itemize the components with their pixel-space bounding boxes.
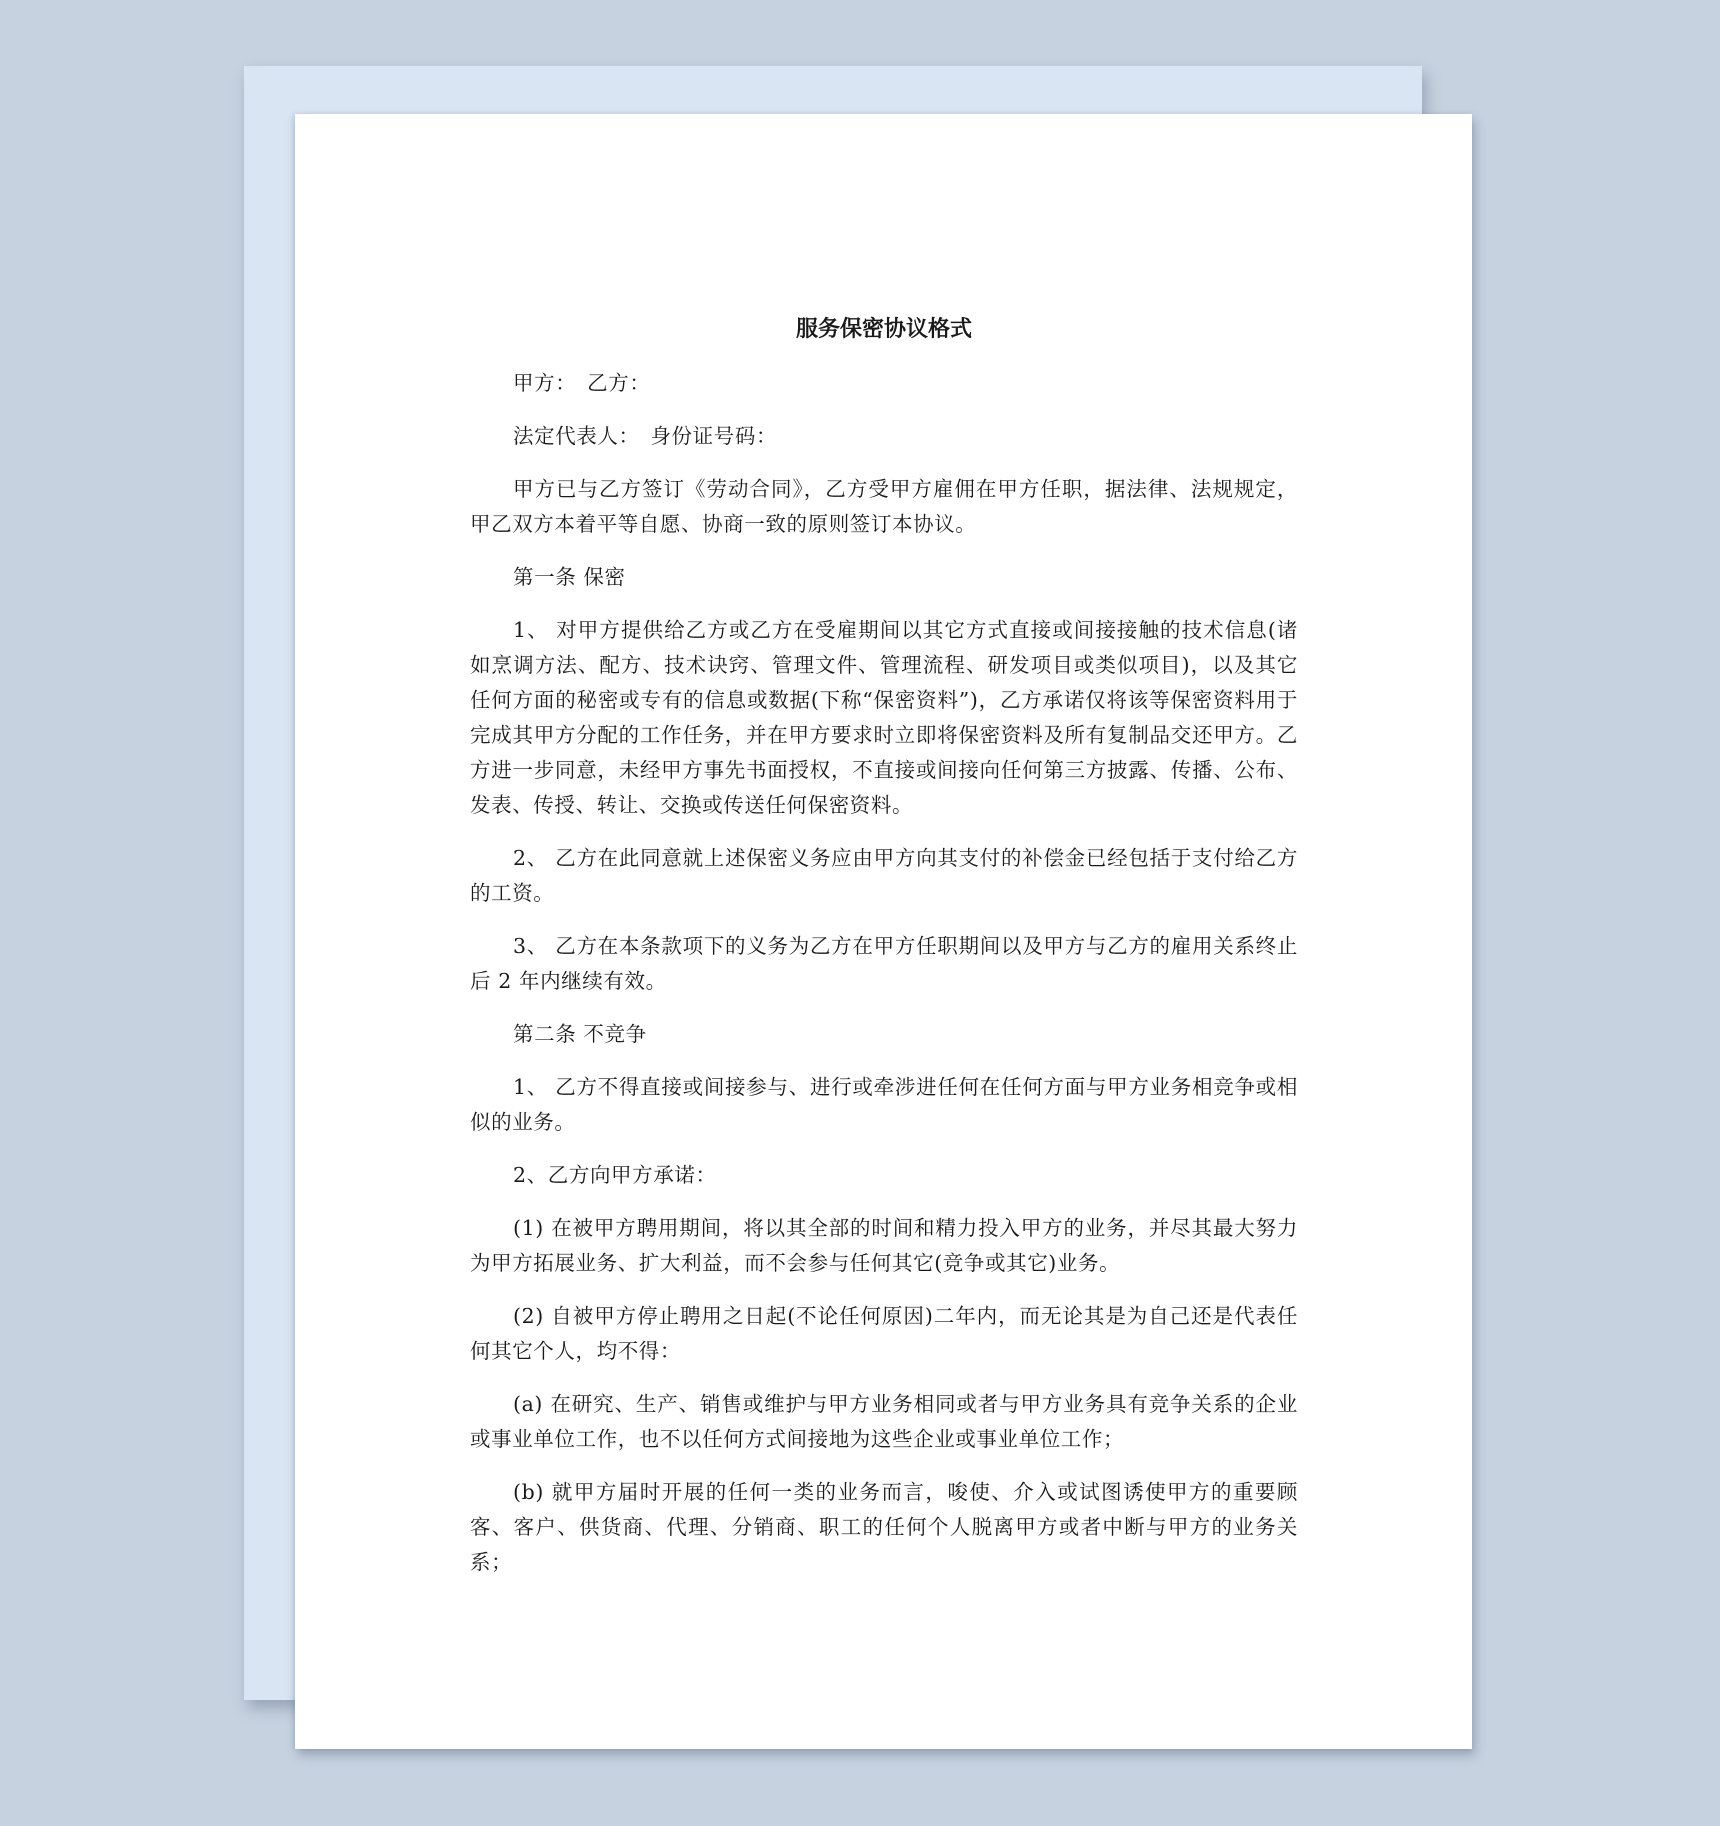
- document-page: [295, 114, 1472, 1749]
- document-body: [470, 314, 1298, 1598]
- article-2-clause-1: 1、 乙方不得直接或间接参与、进行或牵涉进任何在任何方面与甲方业务相竞争或相似的业务。: [470, 1075, 1298, 1134]
- article-2-item-a: (a) 在研究、生产、销售或维护与甲方业务相同或者与甲方业务具有竞争关系的企业或事业单位工作，也不以任何方式间接地为这些企业或事业单位工作；: [470, 1392, 1298, 1451]
- article-2-clause-2: 2、乙方向甲方承诺：: [513, 1163, 717, 1187]
- article-2-heading: 第二条 不竞争: [513, 1022, 647, 1046]
- article-1-clause-1: 1、 对甲方提供给乙方或乙方在受雇期间以其它方式直接或间接接触的技术信息(诸如烹调方法、配方、技术诀窍、管理文件、管理流程、研发项目或类似项目)，以及其它任何方面的秘密或专有的信息或数据(下称“保密资料”)，乙方承诺仅将该等保密资料用于完成其甲方分配的工作任务，并在甲方要求时立即将保密资料及所有复制品交还甲方。乙方进一步同意，未经甲方事先书面授权，不直接或间接向任何第三方披露、传播、公布、发表、传授、转让、交换或传送任何保密资料。: [470, 618, 1298, 817]
- article-2-item-b: (b) 就甲方届时开展的任何一类的业务而言，唆使、介入或试图诱使甲方的重要顾客、客户、供货商、代理、分销商、职工的任何个人脱离甲方或者中断与甲方的业务关系；: [470, 1480, 1298, 1574]
- document-title: 服务保密协议格式: [795, 317, 972, 342]
- article-2-item-2: (2) 自被甲方停止聘用之日起(不论任何原因)二年内，而无论其是为自己还是代表任何其它个人，均不得：: [470, 1304, 1298, 1363]
- article-1-heading: 第一条 保密: [513, 565, 626, 589]
- article-1-clause-2: 2、 乙方在此同意就上述保密义务应由甲方向其支付的补偿金已经包括于支付给乙方的工资。: [470, 846, 1298, 905]
- article-1-clause-3: 3、 乙方在本条款项下的义务为乙方在甲方任职期间以及甲方与乙方的雇用关系终止后 2 年内继续有效。: [470, 934, 1298, 993]
- preamble-paragraph: 甲方已与乙方签订《劳动合同》，乙方受甲方雇佣在甲方任职，据法律、法规规定，甲乙双方本着平等自愿、协商一致的原则签订本协议。: [470, 477, 1298, 536]
- representative-line: 法定代表人： 身份证号码：: [513, 424, 778, 448]
- party-line: 甲方： 乙方：: [513, 371, 651, 395]
- article-2-item-1: (1) 在被甲方聘用期间，将以其全部的时间和精力投入甲方的业务，并尽其最大努力为甲方拓展业务、扩大利益，而不会参与任何其它(竞争或其它)业务。: [470, 1216, 1298, 1275]
